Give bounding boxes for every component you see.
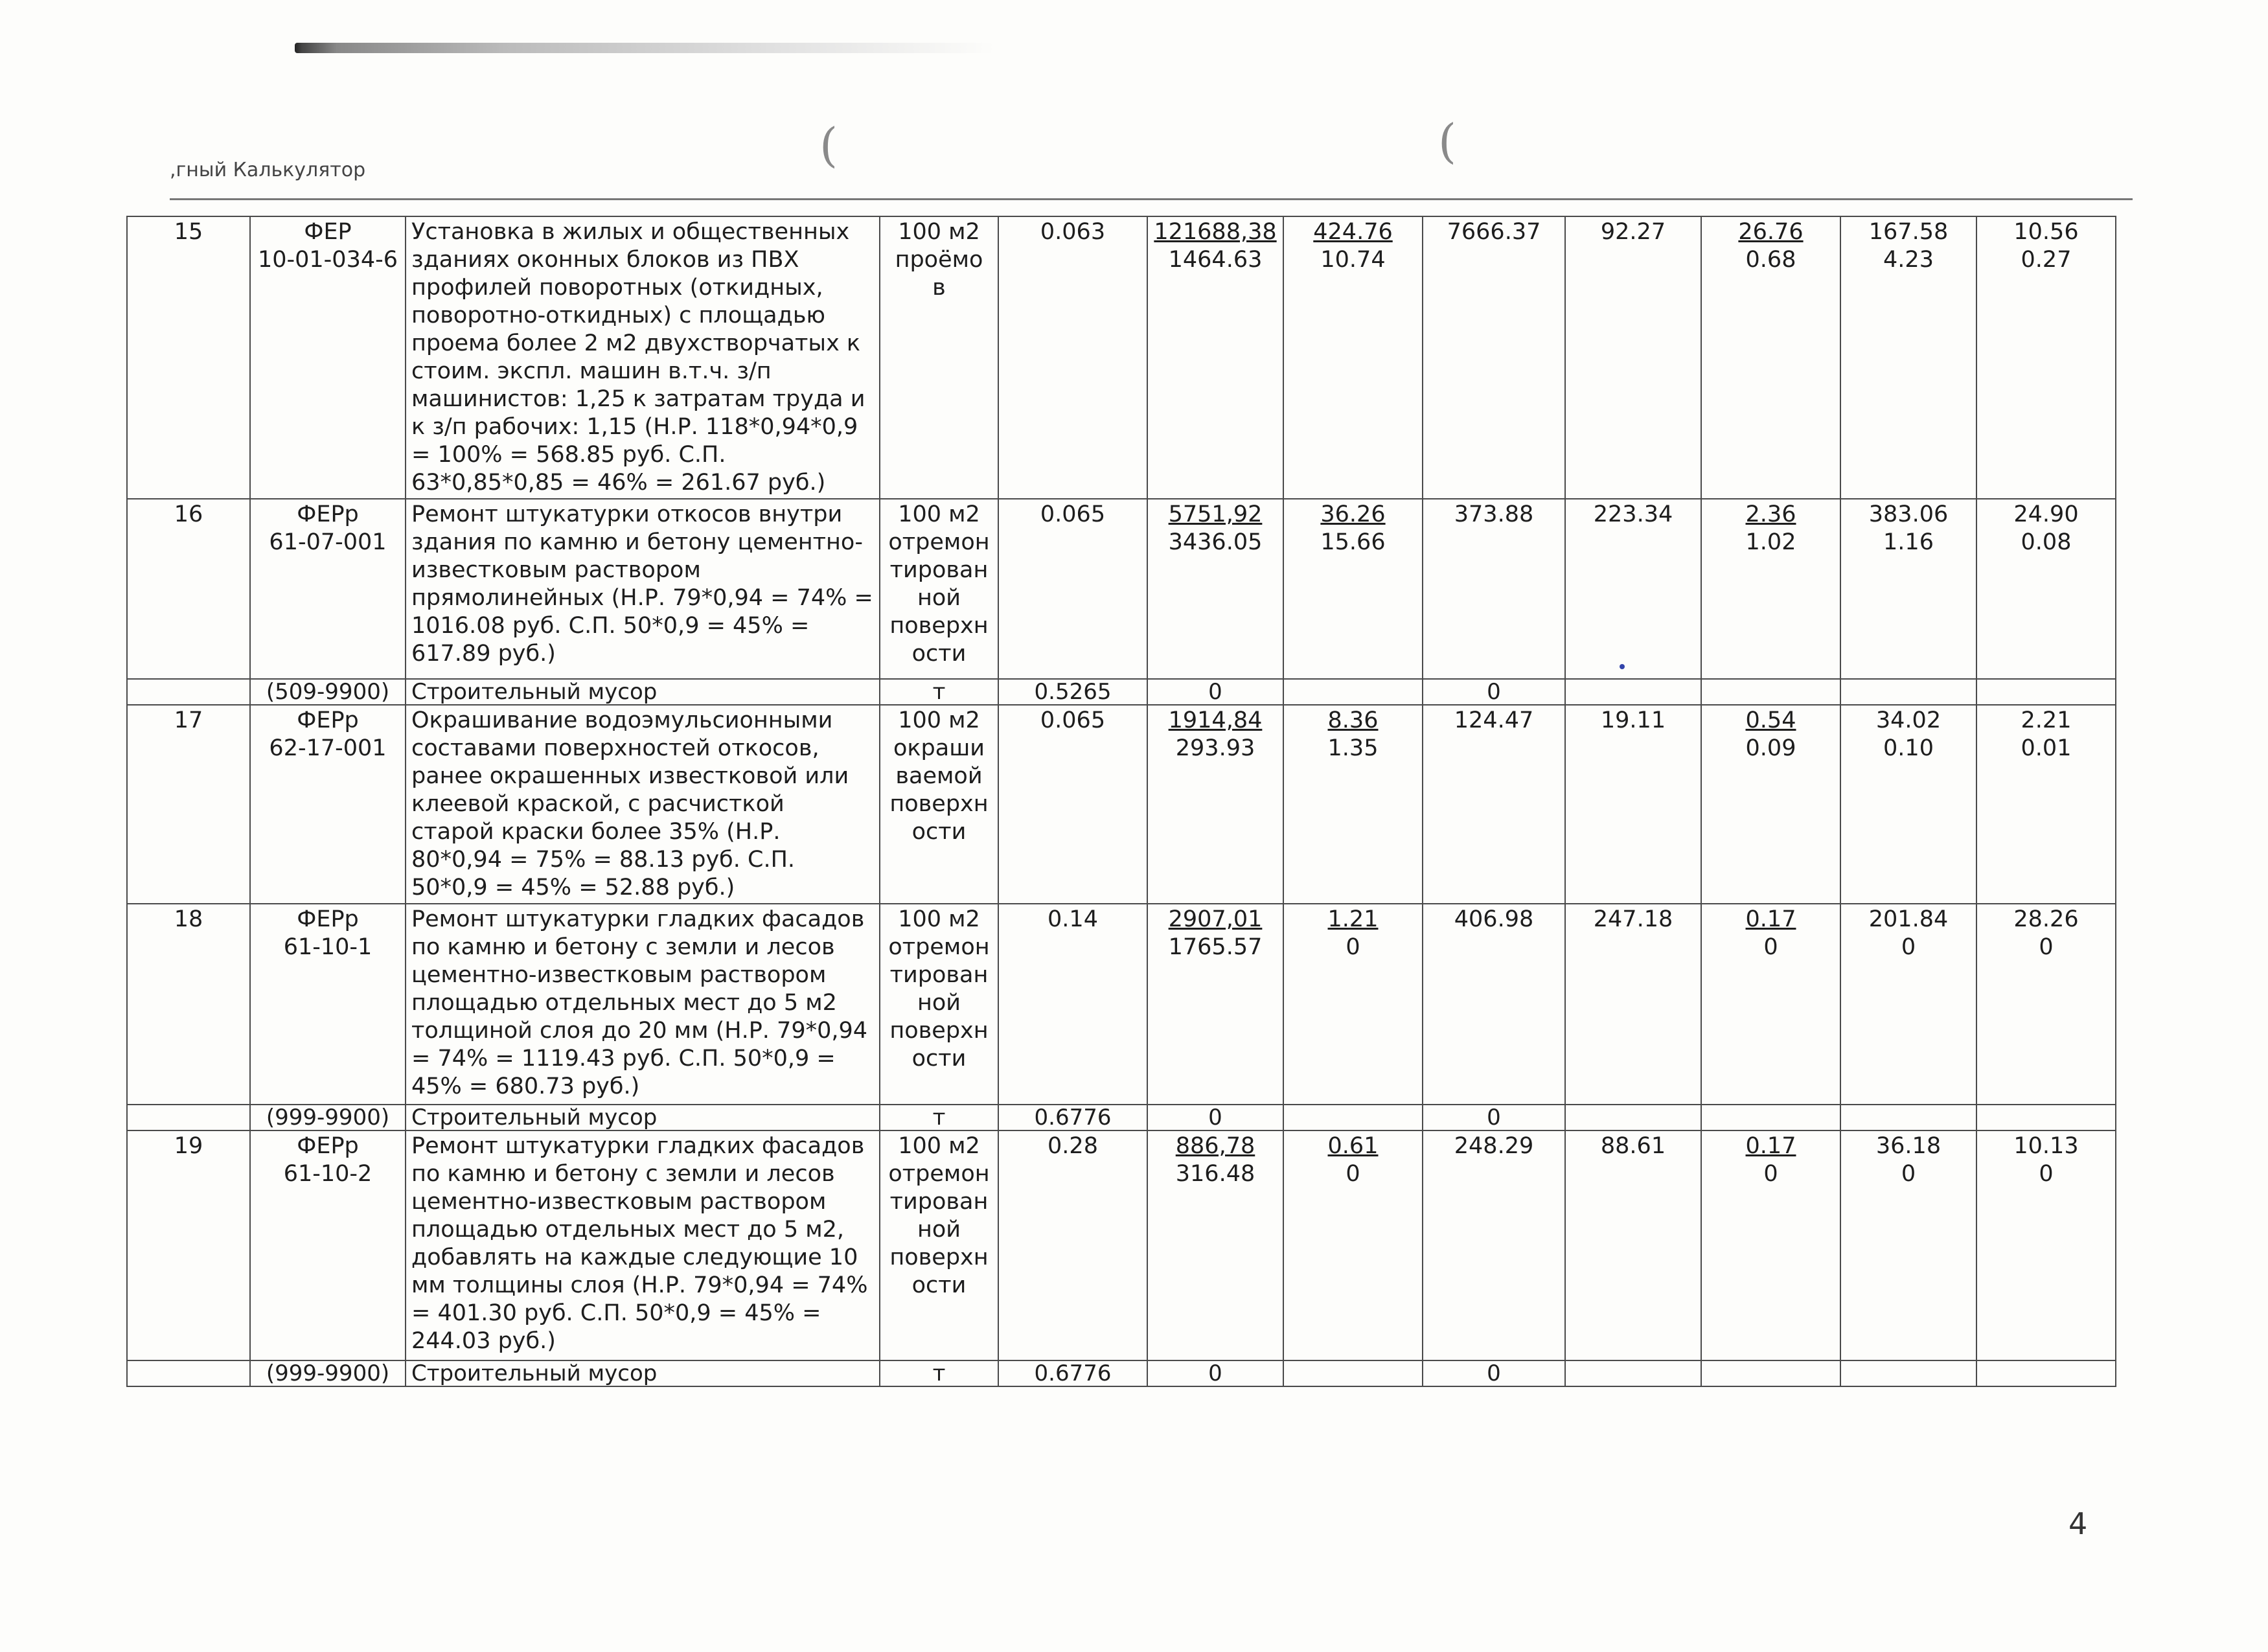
machine-cost-top	[1289, 501, 1417, 529]
total-cost	[1423, 499, 1565, 679]
empty-cell	[1565, 1360, 1701, 1386]
total-wage-text: 19.11	[1600, 707, 1666, 733]
unit-price	[1147, 904, 1283, 1105]
empty-cell	[1840, 679, 1976, 705]
table-row	[127, 216, 2116, 499]
row-number	[127, 1130, 250, 1360]
empty-cell	[1283, 1105, 1423, 1130]
work-description	[406, 705, 880, 904]
debris-row	[127, 1105, 2116, 1130]
debris-cost	[1423, 1105, 1565, 1130]
debris-code-text: (999-9900)	[266, 1105, 390, 1130]
total-cost	[1423, 705, 1565, 904]
total-wage	[1565, 705, 1701, 904]
norm-code	[250, 705, 406, 904]
debris-row	[127, 679, 2116, 705]
unit-of-measure	[880, 216, 998, 499]
labor-machinists-top-value: 24.90	[2013, 501, 2079, 527]
unit-price-top	[1153, 707, 1277, 735]
empty-cell	[1976, 679, 2116, 705]
debris-description	[406, 1105, 880, 1130]
unit-price-top	[1153, 218, 1277, 246]
total-machine-bottom: 0.68	[1745, 247, 1796, 273]
total-machine-top-value: 26.76	[1738, 219, 1804, 245]
work-description	[406, 499, 880, 679]
debris-price	[1147, 1360, 1283, 1386]
estimate-table	[126, 216, 2116, 1387]
debris-code-text: (509-9900)	[266, 679, 390, 705]
labor-machinists	[1976, 499, 2116, 679]
unit-price-top-value: 1914,84	[1168, 707, 1263, 733]
unit-of-measure	[880, 1130, 998, 1360]
machine-cost-bottom: 0	[1346, 1161, 1360, 1187]
debris-cost-text: 0	[1487, 1105, 1501, 1130]
row-number	[127, 1105, 250, 1130]
debris-unit	[880, 679, 998, 705]
machine-cost-top	[1289, 218, 1417, 246]
total-cost-text: 248.29	[1454, 1133, 1534, 1159]
labor-workers-top	[1846, 501, 1971, 529]
header-rule	[170, 198, 2133, 200]
labor-workers-top	[1846, 906, 1971, 934]
quantity-text: 0.28	[1048, 1133, 1098, 1159]
machine-cost	[1283, 499, 1423, 679]
norm-code-text: ФЕРр 61-10-1	[283, 906, 372, 960]
row-number	[127, 1360, 250, 1386]
unit-of-measure	[880, 705, 998, 904]
quantity	[998, 216, 1147, 499]
row-number	[127, 904, 250, 1105]
unit-price-bottom: 1765.57	[1168, 934, 1263, 960]
debris-price-text: 0	[1208, 1105, 1222, 1130]
quantity-text: 0.065	[1040, 501, 1106, 527]
empty-cell	[1565, 1105, 1701, 1130]
machine-cost	[1283, 1130, 1423, 1360]
total-machine-top	[1707, 707, 1835, 735]
norm-code	[250, 499, 406, 679]
total-machine-top-value: 0.17	[1745, 1133, 1796, 1159]
total-wage	[1565, 1130, 1701, 1360]
labor-machinists	[1976, 904, 2116, 1105]
total-cost-text: 406.98	[1454, 906, 1534, 932]
empty-cell	[1283, 1360, 1423, 1386]
total-machine-top-value: 0.17	[1745, 906, 1796, 932]
total-wage-text: 88.61	[1600, 1133, 1666, 1159]
empty-cell	[1701, 1360, 1840, 1386]
table-row	[127, 705, 2116, 904]
total-machine	[1701, 1130, 1840, 1360]
labor-machinists-bottom: 0	[2039, 1161, 2054, 1187]
row-number-text: 17	[174, 707, 203, 733]
total-machine-bottom: 1.02	[1745, 529, 1796, 555]
total-wage-text: 247.18	[1593, 906, 1673, 932]
machine-cost-bottom: 1.35	[1327, 735, 1379, 761]
labor-machinists	[1976, 705, 2116, 904]
debris-cost-text: 0	[1487, 679, 1501, 705]
norm-code	[250, 216, 406, 499]
total-machine	[1701, 705, 1840, 904]
labor-workers-top-value: 167.58	[1868, 219, 1949, 245]
total-machine-top	[1707, 1132, 1835, 1160]
machine-cost-top-value: 36.26	[1320, 501, 1386, 527]
total-cost	[1423, 904, 1565, 1105]
debris-cost	[1423, 679, 1565, 705]
debris-quantity-text: 0.6776	[1034, 1105, 1112, 1130]
unit-price-top	[1153, 501, 1277, 529]
total-machine-top	[1707, 218, 1835, 246]
empty-cell	[1976, 1360, 2116, 1386]
labor-workers-bottom: 0.10	[1883, 735, 1934, 761]
labor-workers-bottom: 4.23	[1883, 247, 1934, 273]
debris-code-text: (999-9900)	[266, 1360, 390, 1386]
labor-workers	[1840, 499, 1976, 679]
norm-code-text: ФЕР 10-01-034-6	[257, 219, 398, 273]
norm-code-text: ФЕРр 61-07-001	[269, 501, 387, 555]
norm-code-text: ФЕРр 61-10-2	[283, 1133, 372, 1187]
unit-of-measure	[880, 499, 998, 679]
empty-cell	[1565, 679, 1701, 705]
unit-price-bottom: 1464.63	[1168, 247, 1263, 273]
debris-quantity	[998, 679, 1147, 705]
row-number-text: 19	[174, 1133, 203, 1159]
labor-workers-top-value: 383.06	[1868, 501, 1949, 527]
row-number-text: 18	[174, 906, 203, 932]
empty-cell	[1701, 679, 1840, 705]
unit-of-measure-text: 100 м2 окраши ваемой поверхн ости	[889, 707, 989, 845]
row-number	[127, 679, 250, 705]
debris-cost-text: 0	[1487, 1360, 1501, 1386]
debris-description-text: Строительный мусор	[411, 1105, 658, 1130]
debris-unit-text: т	[932, 679, 946, 705]
total-wage-text: 92.27	[1600, 219, 1666, 245]
labor-machinists-top	[1982, 501, 2110, 529]
debris-unit-text: т	[932, 1105, 946, 1130]
debris-cost	[1423, 1360, 1565, 1386]
labor-machinists-top-value: 28.26	[2013, 906, 2079, 932]
work-description-text: Установка в жилых и общественных зданиях оконных блоков из ПВХ профилей поворотных (откидных, поворотно-откидных) с площадью проема более 2 м2 двухстворчатых к стоим. экспл. машин в.т.ч. з/п машинистов: 1,25 к затратам труда и к з/п рабочих: 1,15 (Н.Р. 118*0,94*0,9 = 100% = 568.85 руб. С.П. 63*0,85*0,85 = 46% = 261.67 руб.)	[411, 219, 865, 496]
empty-cell	[1701, 1105, 1840, 1130]
labor-machinists-bottom: 0.27	[2021, 247, 2072, 273]
machine-cost	[1283, 216, 1423, 499]
total-cost	[1423, 1130, 1565, 1360]
work-description	[406, 904, 880, 1105]
table-row	[127, 1130, 2116, 1360]
work-description-text: Ремонт штукатурки гладких фасадов по камню и бетону с земли и лесов цементно-известковым раствором площадью отдельных мест до 5 м2 толщиной слоя до 20 мм (Н.Р. 79*0,94 = 74% = 1119.43 руб. С.П. 50*0,9 = 45% = 680.73 руб.)	[411, 906, 868, 1099]
debris-quantity	[998, 1360, 1147, 1386]
norm-code	[250, 904, 406, 1105]
unit-of-measure	[880, 904, 998, 1105]
norm-code-text: ФЕРр 62-17-001	[269, 707, 387, 761]
total-machine	[1701, 216, 1840, 499]
labor-machinists-bottom: 0.01	[2021, 735, 2072, 761]
total-wage-text: 223.34	[1593, 501, 1673, 527]
total-machine-bottom: 0	[1763, 1161, 1778, 1187]
machine-cost	[1283, 705, 1423, 904]
table-row	[127, 499, 2116, 679]
total-cost-text: 373.88	[1454, 501, 1534, 527]
machine-cost	[1283, 904, 1423, 1105]
labor-workers-bottom: 0	[1901, 934, 1916, 960]
quantity	[998, 904, 1147, 1105]
empty-cell	[1976, 1105, 2116, 1130]
debris-description	[406, 679, 880, 705]
labor-workers-top	[1846, 1132, 1971, 1160]
unit-price	[1147, 216, 1283, 499]
empty-cell	[1840, 1105, 1976, 1130]
debris-row	[127, 1360, 2116, 1386]
unit-price-top-value: 121688,38	[1154, 219, 1277, 245]
unit-price-top-value: 5751,92	[1168, 501, 1263, 527]
work-description	[406, 216, 880, 499]
labor-workers-top-value: 36.18	[1875, 1133, 1942, 1159]
work-description-text: Ремонт штукатурки гладких фасадов по камню и бетону с земли и лесов цементно-известковым раствором площадью отдельных мест до 5 м2, добавлять на каждые следующие 10 мм толщины слоя (Н.Р. 79*0,94 = 74% = 401.30 руб. С.П. 50*0,9 = 45% = 244.03 руб.)	[411, 1133, 868, 1354]
total-wage	[1565, 499, 1701, 679]
total-machine	[1701, 904, 1840, 1105]
unit-of-measure-text: 100 м2 проёмо в	[895, 219, 983, 301]
machine-cost-top	[1289, 707, 1417, 735]
total-cost-text: 7666.37	[1447, 219, 1541, 245]
labor-machinists-bottom: 0	[2039, 934, 2054, 960]
total-cost-text: 124.47	[1454, 707, 1534, 733]
labor-workers-bottom: 1.16	[1883, 529, 1934, 555]
debris-quantity-text: 0.5265	[1034, 679, 1112, 705]
debris-price-text: 0	[1208, 679, 1222, 705]
debris-unit	[880, 1360, 998, 1386]
labor-machinists-top	[1982, 218, 2110, 246]
row-number	[127, 499, 250, 679]
debris-code	[250, 1105, 406, 1130]
norm-code	[250, 1130, 406, 1360]
quantity-text: 0.14	[1048, 906, 1098, 932]
debris-unit	[880, 1105, 998, 1130]
quantity-text: 0.063	[1040, 219, 1106, 245]
quantity	[998, 705, 1147, 904]
unit-of-measure-text: 100 м2 отремон тирован ной поверхн ости	[888, 1133, 990, 1298]
debris-price	[1147, 1105, 1283, 1130]
labor-machinists-top-value: 2.21	[2021, 707, 2072, 733]
labor-workers-bottom: 0	[1901, 1161, 1916, 1187]
table-row	[127, 904, 2116, 1105]
debris-quantity	[998, 1105, 1147, 1130]
total-machine	[1701, 499, 1840, 679]
debris-price	[1147, 679, 1283, 705]
row-number	[127, 216, 250, 499]
labor-machinists	[1976, 216, 2116, 499]
unit-of-measure-text: 100 м2 отремон тирован ной поверхн ости	[888, 501, 990, 667]
work-description-text: Ремонт штукатурки откосов внутри здания по камню и бетону цементно-известковым раствором прямолинейных (Н.Р. 79*0,94 = 74% = 1016.08 руб. С.П. 50*0,9 = 45% = 617.89 руб.)	[411, 501, 873, 667]
machine-cost-top-value: 8.36	[1327, 707, 1379, 733]
debris-description-text: Строительный мусор	[411, 1360, 658, 1386]
unit-price-bottom: 316.48	[1175, 1161, 1255, 1187]
punch-hole-mark: (	[819, 118, 838, 172]
labor-machinists-top	[1982, 906, 2110, 934]
debris-code	[250, 679, 406, 705]
machine-cost-top-value: 424.76	[1313, 219, 1393, 245]
quantity-text: 0.065	[1040, 707, 1106, 733]
page-number: 4	[2068, 1506, 2088, 1541]
total-machine-top	[1707, 906, 1835, 934]
unit-price-bottom: 293.93	[1175, 735, 1255, 761]
labor-machinists-top	[1982, 707, 2110, 735]
total-wage	[1565, 904, 1701, 1105]
unit-price-top-value: 2907,01	[1168, 906, 1263, 932]
row-number	[127, 705, 250, 904]
labor-workers-top-value: 201.84	[1868, 906, 1949, 932]
labor-machinists	[1976, 1130, 2116, 1360]
unit-price-top	[1153, 906, 1277, 934]
total-machine-top-value: 0.54	[1745, 707, 1796, 733]
machine-cost-top	[1289, 906, 1417, 934]
labor-workers-top	[1846, 707, 1971, 735]
labor-workers-top	[1846, 218, 1971, 246]
labor-workers	[1840, 216, 1976, 499]
debris-price-text: 0	[1208, 1360, 1222, 1386]
unit-price	[1147, 499, 1283, 679]
labor-workers	[1840, 1130, 1976, 1360]
machine-cost-bottom: 10.74	[1320, 247, 1386, 273]
debris-quantity-text: 0.6776	[1034, 1360, 1112, 1386]
empty-cell	[1283, 679, 1423, 705]
machine-cost-bottom: 15.66	[1320, 529, 1386, 555]
row-number-text: 15	[174, 219, 203, 245]
debris-description	[406, 1360, 880, 1386]
labor-workers	[1840, 705, 1976, 904]
labor-workers	[1840, 904, 1976, 1105]
machine-cost-top	[1289, 1132, 1417, 1160]
unit-of-measure-text: 100 м2 отремон тирован ной поверхн ости	[888, 906, 990, 1072]
scan-mark	[295, 43, 994, 53]
labor-machinists-bottom: 0.08	[2021, 529, 2072, 555]
debris-description-text: Строительный мусор	[411, 679, 658, 705]
unit-price	[1147, 705, 1283, 904]
debris-code	[250, 1360, 406, 1386]
program-header: ,гный Калькулятор	[170, 159, 366, 181]
total-machine-top-value: 2.36	[1745, 501, 1796, 527]
total-machine-bottom: 0	[1763, 934, 1778, 960]
unit-price-top-value: 886,78	[1175, 1133, 1255, 1159]
work-description-text: Окрашивание водоэмульсионными составами поверхностей откосов, ранее окрашенных известковой или клеевой краской, с расчисткой старой краски более 35% (Н.Р. 80*0,94 = 75% = 88.13 руб. С.П. 50*0,9 = 45% = 52.88 руб.)	[411, 707, 849, 901]
row-number-text: 16	[174, 501, 203, 527]
total-machine-bottom: 0.09	[1745, 735, 1796, 761]
punch-hole-mark: (	[1438, 114, 1457, 168]
labor-machinists-top-value: 10.56	[2013, 219, 2079, 245]
labor-workers-top-value: 34.02	[1875, 707, 1942, 733]
quantity	[998, 1130, 1147, 1360]
total-wage	[1565, 216, 1701, 499]
empty-cell	[1840, 1360, 1976, 1386]
debris-unit-text: т	[932, 1360, 946, 1386]
machine-cost-bottom: 0	[1346, 934, 1360, 960]
labor-machinists-top-value: 10.13	[2013, 1133, 2079, 1159]
unit-price-bottom: 3436.05	[1168, 529, 1263, 555]
work-description	[406, 1130, 880, 1360]
machine-cost-top-value: 0.61	[1327, 1133, 1379, 1159]
total-machine-top	[1707, 501, 1835, 529]
labor-machinists-top	[1982, 1132, 2110, 1160]
unit-price	[1147, 1130, 1283, 1360]
unit-price-top	[1153, 1132, 1277, 1160]
machine-cost-top-value: 1.21	[1327, 906, 1379, 932]
quantity	[998, 499, 1147, 679]
total-cost	[1423, 216, 1565, 499]
